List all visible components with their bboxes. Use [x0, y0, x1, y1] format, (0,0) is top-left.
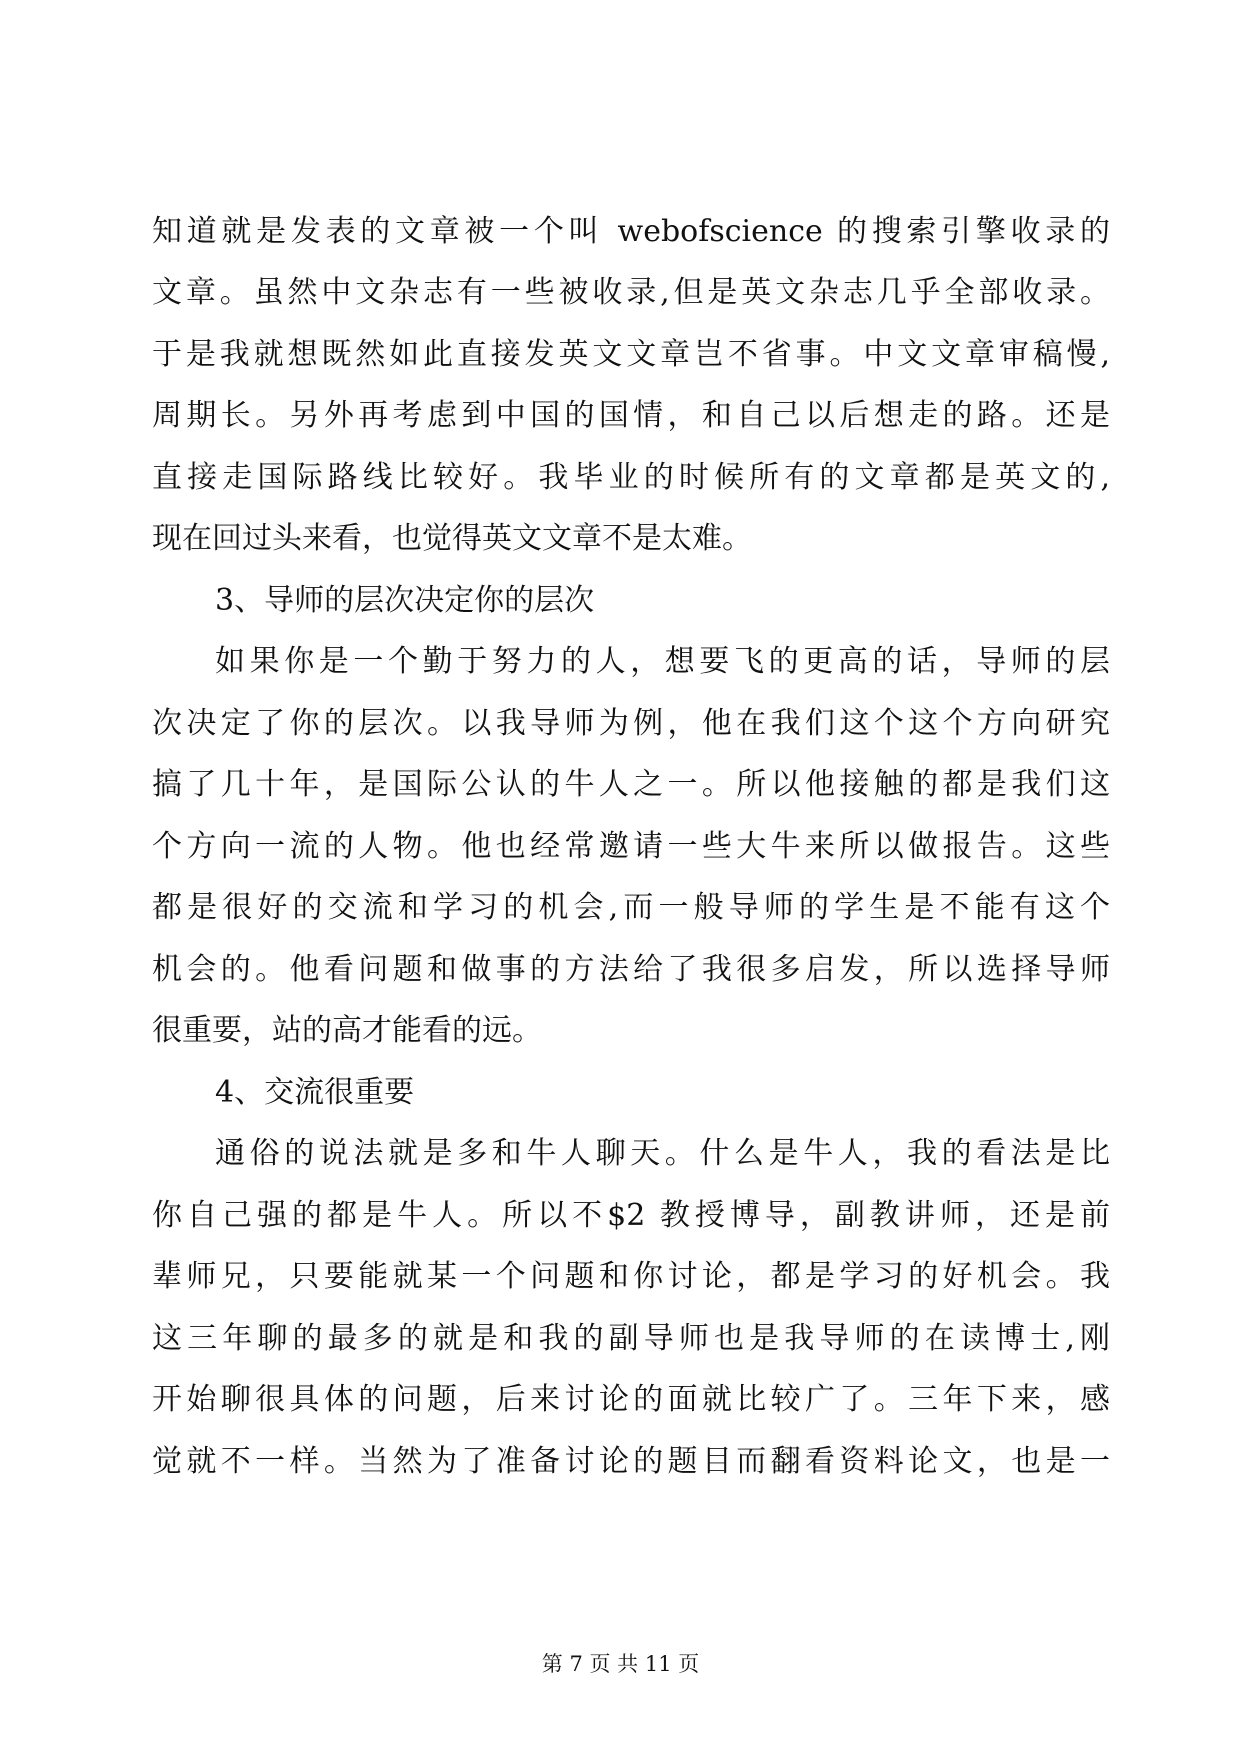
body-text-line: 次决定了你的层次。以我导师为例，他在我们这个这个方向研究 [152, 706, 1110, 741]
body-text-line: 开始聊很具体的问题，后来讨论的面就比较广了。三年下来，感 [152, 1382, 1110, 1417]
body-text-line: 文章。虽然中文杂志有一些被收录,但是英文杂志几乎全部收录。 [152, 275, 1110, 310]
body-text-line: 搞了几十年，是国际公认的牛人之一。所以他接触的都是我们这 [152, 767, 1110, 802]
body-text-line: 如果你是一个勤于努力的人，想要飞的更高的话，导师的层 [215, 644, 1110, 679]
body-text-line: 于是我就想既然如此直接发英文文章岂不省事。中文文章审稿慢, [152, 337, 1110, 372]
body-text-line: 辈师兄，只要能就某一个问题和你讨论，都是学习的好机会。我 [152, 1259, 1110, 1294]
body-text-line: 现在回过头来看，也觉得英文文章不是太难。 [152, 521, 752, 556]
body-text-line: 通俗的说法就是多和牛人聊天。什么是牛人，我的看法是比 [215, 1136, 1110, 1171]
body-text-line: 都是很好的交流和学习的机会,而一般导师的学生是不能有这个 [152, 890, 1110, 925]
body-text-line: 机会的。他看问题和做事的方法给了我很多启发，所以选择导师 [152, 952, 1110, 987]
body-text-line: 直接走国际路线比较好。我毕业的时候所有的文章都是英文的, [152, 460, 1110, 495]
section-heading: 4、交流很重要 [215, 1075, 415, 1110]
body-text-line: 很重要，站的高才能看的远。 [152, 1013, 542, 1048]
body-text-line: 觉就不一样。当然为了准备讨论的题目而翻看资料论文，也是一 [152, 1444, 1110, 1479]
page-footer: 第 7 页 共 11 页 [541, 1652, 700, 1676]
body-text-line: 周期长。另外再考虑到中国的国情，和自己以后想走的路。还是 [152, 398, 1110, 433]
body-text-line: 个方向一流的人物。他也经常邀请一些大牛来所以做报告。这些 [152, 829, 1110, 864]
body-text-line: 你自己强的都是牛人。所以不$2 教授博导，副教讲师，还是前 [152, 1198, 1110, 1233]
body-text-line: 这三年聊的最多的就是和我的副导师也是我导师的在读博士,刚 [152, 1321, 1110, 1356]
section-heading: 3、导师的层次决定你的层次 [215, 583, 595, 618]
body-text-line: 知道就是发表的文章被一个叫 webofscience 的搜索引擎收录的 [152, 214, 1110, 249]
